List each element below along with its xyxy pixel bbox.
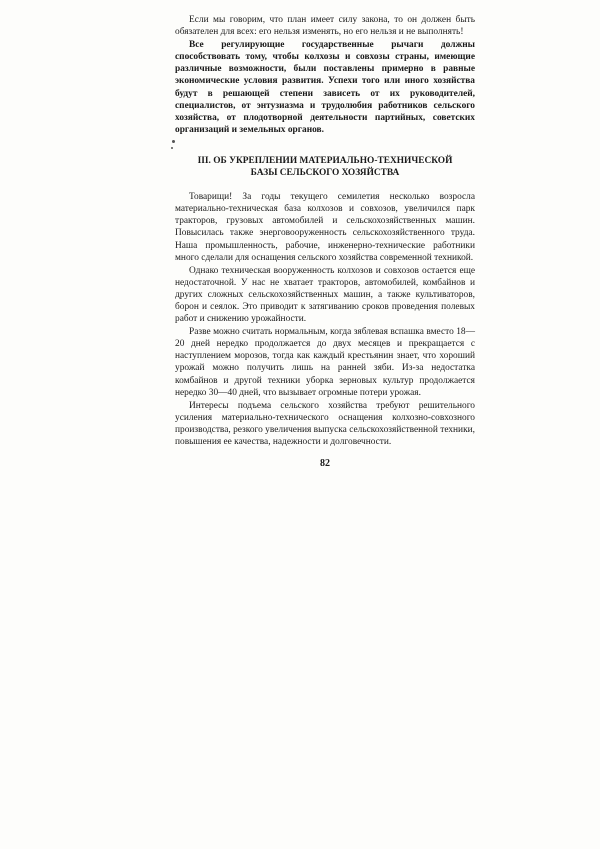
scan-speck [171,147,173,149]
body-paragraph: Товарищи! За годы текущего семилетия несколько возросла материально-техническая база колхозов и совхозов, увеличился парк тракторов, грузовых автомобилей и сельскохозяйственных машин. Повысилась также энерговооруженность сельскохозяйственного труда. Наша промышленность, рабочие, инженерно-технические работники много сделали для оснащения сельского хозяйства современной техникой. [175,192,475,263]
body-paragraph: Интересы подъема сельского хозяйства требуют решительного усиления материально-технического оснащения колхозно-совхозного производства, резкого увеличения выпуска сельскохозяйственной техники, повышения ее качества, надежности и долговечности. [175,400,475,447]
intro-bold-paragraph: Все регулирующие государственные рычаги должны способствовать тому, чтобы колхозы и совхозы страны, имеющие различные возможности, были поставлены примерно в равные экономические условия развития. Успехи того или иного хозяйства будут в решающей степени зависеть от их руководителей, специалистов, от энтузиазма и трудолюбия работников сельского хозяйства, от плодотворной деятельности партийных, советских организаций и земельных органов. [175,40,475,135]
body-paragraph: Однако техническая вооруженность колхозов и совхозов остается еще недостаточной. У нас не хватает тракторов, автомобилей, комбайнов и других сложных сельскохозяйственных машин, а также культиваторов, борон и сеялок. Это приводит к затягиванию сроков проведения полевых работ и снижению урожайности. [175,265,475,325]
intro-paragraph: Если мы говорим, что план имеет силу закона, то он должен быть обязателен для всех: его нельзя изменять, но его нельзя и не выполнять! [175,15,475,38]
section-heading: III. ОБ УКРЕПЛЕНИИ МАТЕРИАЛЬНО-ТЕХНИЧЕСКОЙ БАЗЫ СЕЛЬСКОГО ХОЗЯЙСТВА [197,155,453,179]
text-column [175,14,475,469]
page-number: 82 [320,458,330,470]
body-paragraph: Разве можно считать нормальным, когда зяблевая вспашка вместо 18—20 дней нередко продолжается до двух месяцев и прекращается с наступлением морозов, тогда как каждый крестьянин знает, что хороший урожай можно получить лишь на ранней зяби. Из-за недостатка комбайнов и другой техники уборка зерновых культур продолжается нередко 30—40 дней, что вызывает огромные потери урожая. [175,327,475,398]
